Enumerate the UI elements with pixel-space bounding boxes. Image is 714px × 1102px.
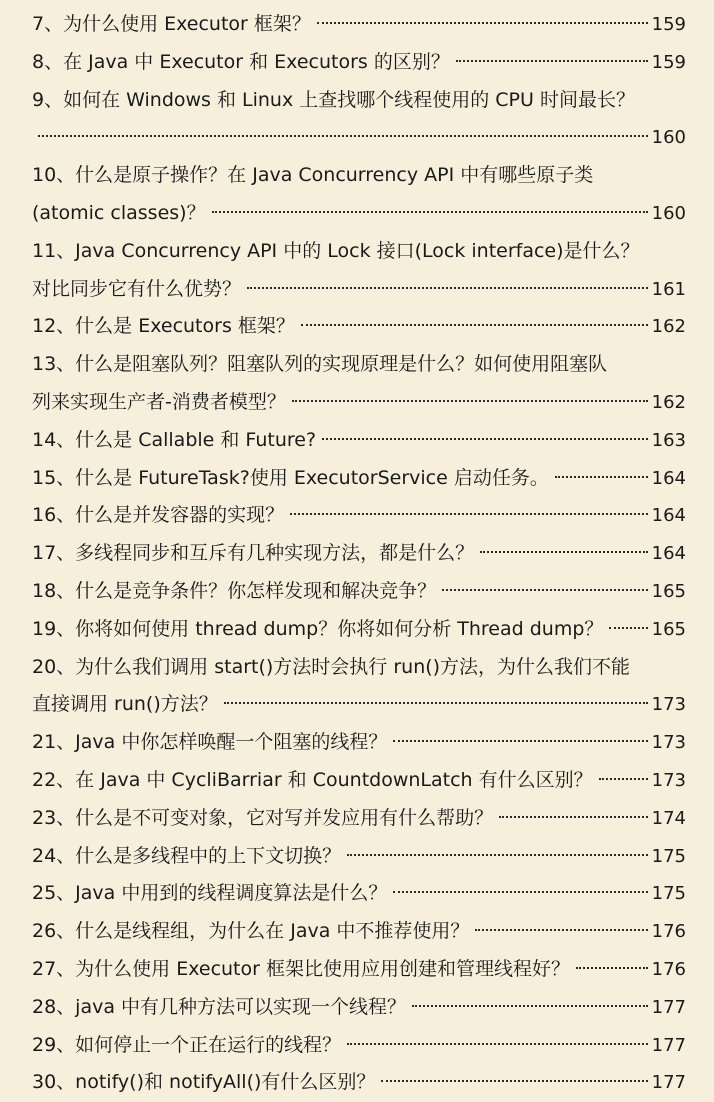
toc-entry-title: 9、如何在 Windows 和 Linux 上查找哪个线程使用的 CPU 时间最长？ bbox=[32, 88, 635, 111]
toc-entry-title: 14、什么是 Callable 和 Future? bbox=[32, 428, 317, 451]
dot-leader bbox=[499, 816, 647, 818]
toc-entry-line bbox=[32, 460, 686, 498]
dot-leader bbox=[442, 589, 647, 591]
toc-entry-line bbox=[32, 724, 686, 762]
toc-entry-line bbox=[32, 989, 686, 1027]
toc-entry-line bbox=[32, 82, 686, 120]
toc-page-number: 176 bbox=[651, 958, 686, 980]
dot-leader bbox=[412, 1005, 648, 1007]
dot-leader bbox=[290, 513, 647, 515]
dot-leader bbox=[347, 854, 647, 856]
toc-entry-line bbox=[32, 762, 686, 800]
toc-entry-title: 21、Java 中你怎样唤醒一个阻塞的线程？ bbox=[32, 731, 388, 754]
toc-entry[interactable] bbox=[32, 233, 686, 309]
toc-page-number: 177 bbox=[651, 1072, 686, 1094]
toc-entry-title: 25、Java 中用到的线程调度算法是什么？ bbox=[32, 882, 388, 905]
toc-entry[interactable] bbox=[32, 346, 686, 422]
toc-entry-line bbox=[32, 44, 686, 82]
toc-entry-title: 27、为什么使用 Executor 框架比使用应用创建和管理线程好？ bbox=[32, 957, 570, 980]
dot-leader bbox=[381, 1080, 647, 1082]
toc-entry-line bbox=[32, 913, 686, 951]
toc-page-number: 173 bbox=[651, 732, 686, 754]
dot-leader bbox=[301, 324, 648, 326]
toc-entry-line bbox=[32, 6, 686, 44]
toc-entry-line bbox=[32, 838, 686, 876]
toc-page-number: 164 bbox=[651, 467, 686, 489]
toc-page-number: 164 bbox=[651, 543, 686, 565]
toc-page-number: 162 bbox=[651, 316, 686, 338]
dot-leader bbox=[224, 702, 648, 704]
toc-entry-title: 8、在 Java 中 Executor 和 Executors 的区别？ bbox=[32, 50, 450, 73]
dot-leader bbox=[212, 211, 648, 213]
toc-entry[interactable] bbox=[32, 724, 686, 762]
toc-entry[interactable] bbox=[32, 611, 686, 649]
toc-page-number: 176 bbox=[651, 921, 686, 943]
dot-leader bbox=[322, 438, 648, 440]
toc-entry-line bbox=[32, 686, 686, 724]
toc-entry-title: 11、Java Concurrency API 中的 Lock 接口(Lock interface)是什么？ bbox=[32, 239, 640, 262]
toc-entry-title: 26、什么是线程组，为什么在 Java 中不推荐使用？ bbox=[32, 920, 470, 943]
toc-page-number: 165 bbox=[651, 580, 686, 602]
toc-entry-title: 7、为什么使用 Executor 框架？ bbox=[32, 13, 311, 35]
toc-entry-line bbox=[32, 422, 686, 460]
dot-leader bbox=[292, 400, 648, 402]
toc-entry-line bbox=[32, 271, 686, 309]
toc-entry-title: 18、什么是竞争条件？你怎样发现和解决竞争？ bbox=[32, 579, 437, 602]
toc-page-number: 165 bbox=[651, 618, 686, 640]
toc-entry-line bbox=[32, 497, 686, 535]
toc-entry-line bbox=[32, 535, 686, 573]
toc-entry-line bbox=[32, 157, 686, 195]
dot-leader bbox=[480, 551, 647, 553]
dot-leader bbox=[247, 287, 648, 289]
toc-entry[interactable] bbox=[32, 762, 686, 800]
toc-entry-title: 13、什么是阻塞队列？阻塞队列的实现原理是什么？如何使用阻塞队 bbox=[32, 353, 608, 376]
toc-entry[interactable] bbox=[32, 875, 686, 913]
toc-page-number: 161 bbox=[651, 278, 686, 300]
toc-entry-title: 20、为什么我们调用 start()方法时会执行 run()方法，为什么我们不能 bbox=[32, 655, 631, 678]
toc-entry[interactable] bbox=[32, 460, 686, 498]
toc-entry-title: (atomic classes)？ bbox=[32, 201, 206, 224]
toc-entry-line bbox=[32, 119, 686, 157]
dot-leader bbox=[347, 1043, 647, 1045]
toc-page-number: 175 bbox=[651, 883, 686, 905]
dot-leader bbox=[576, 967, 648, 969]
dot-leader bbox=[393, 891, 647, 893]
toc-page-number: 160 bbox=[651, 127, 686, 149]
dot-leader bbox=[475, 929, 647, 931]
toc-entry-line bbox=[32, 233, 686, 271]
toc-entry-line bbox=[32, 611, 686, 649]
toc-page-number: 177 bbox=[651, 1034, 686, 1056]
toc-entry-line bbox=[32, 573, 686, 611]
toc-page-number: 177 bbox=[651, 996, 686, 1018]
toc-list bbox=[32, 6, 686, 1102]
dot-leader bbox=[456, 60, 648, 62]
toc-entry-title: 直接调用 run()方法？ bbox=[32, 693, 218, 716]
toc-entry-line bbox=[32, 1027, 686, 1065]
toc-entry[interactable] bbox=[32, 951, 686, 989]
toc-entry-line bbox=[32, 195, 686, 233]
toc-entry-line bbox=[32, 875, 686, 913]
dot-leader bbox=[38, 135, 648, 137]
toc-entry-title: 16、什么是并发容器的实现？ bbox=[32, 504, 285, 527]
toc-entry-title: 28、java 中有几种方法可以实现一个线程？ bbox=[32, 995, 407, 1018]
toc-entry[interactable] bbox=[32, 422, 686, 460]
toc-entry[interactable] bbox=[32, 308, 686, 346]
toc-page-number: 173 bbox=[651, 694, 686, 716]
toc-entry[interactable] bbox=[32, 1027, 686, 1065]
toc-entry[interactable] bbox=[32, 838, 686, 876]
toc-page-number: 173 bbox=[651, 769, 686, 791]
dot-leader bbox=[555, 476, 648, 478]
toc-entry-line bbox=[32, 649, 686, 687]
toc-entry-title: 29、如何停止一个正在运行的线程？ bbox=[32, 1033, 342, 1056]
toc-entry-title: 12、什么是 Executors 框架？ bbox=[32, 315, 295, 338]
toc-page-number: 162 bbox=[651, 391, 686, 413]
dot-leader bbox=[393, 740, 647, 742]
toc-entry[interactable] bbox=[32, 989, 686, 1027]
toc-entry[interactable] bbox=[32, 6, 686, 44]
toc-entry-title: 24、什么是多线程中的上下文切换？ bbox=[32, 844, 342, 867]
toc-page-number: 159 bbox=[651, 51, 686, 73]
toc-entry[interactable] bbox=[32, 913, 686, 951]
toc-entry-line bbox=[32, 384, 686, 422]
toc-page-number: 164 bbox=[651, 505, 686, 527]
toc-entry[interactable] bbox=[32, 497, 686, 535]
toc-entry[interactable] bbox=[32, 649, 686, 725]
toc-entry[interactable] bbox=[32, 573, 686, 611]
toc-entry-title: 10、什么是原子操作？在 Java Concurrency API 中有哪些原子类 bbox=[32, 164, 594, 187]
toc-entry[interactable] bbox=[32, 157, 686, 233]
toc-entry-title: 23、什么是不可变对象，它对写并发应用有什么帮助？ bbox=[32, 806, 494, 829]
toc-entry-line bbox=[32, 800, 686, 838]
dot-leader bbox=[609, 627, 647, 629]
toc-entry[interactable] bbox=[32, 44, 686, 82]
toc-page-number: 159 bbox=[651, 14, 686, 35]
toc-entry[interactable] bbox=[32, 535, 686, 573]
toc-entry-line bbox=[32, 951, 686, 989]
toc-entry-title: 15、什么是 FutureTask?使用 ExecutorService 启动任务。 bbox=[32, 466, 549, 489]
toc-page-number: 175 bbox=[651, 845, 686, 867]
toc-page-number: 160 bbox=[651, 202, 686, 224]
toc-entry[interactable] bbox=[32, 1064, 686, 1102]
toc-entry-line bbox=[32, 308, 686, 346]
toc-entry-title: 对比同步它有什么优势？ bbox=[32, 277, 242, 300]
toc-entry[interactable] bbox=[32, 82, 686, 158]
dot-leader bbox=[317, 22, 648, 24]
toc-entry-title: 22、在 Java 中 CycliBarriar 和 CountdownLatch 有什么区别？ bbox=[32, 768, 593, 791]
toc-entry-line bbox=[32, 1064, 686, 1102]
toc-entry-title: 30、notify()和 notifyAll()有什么区别？ bbox=[32, 1071, 376, 1094]
toc-entry-title: 17、多线程同步和互斥有几种实现方法，都是什么？ bbox=[32, 542, 475, 565]
toc-entry-title: 列来实现生产者-消费者模型？ bbox=[32, 390, 286, 413]
toc-entry[interactable] bbox=[32, 800, 686, 838]
toc-entry-title: 19、你将如何使用 thread dump？你将如何分析 Thread dump？ bbox=[32, 617, 604, 640]
toc-page-number: 163 bbox=[651, 429, 686, 451]
toc-page-number: 174 bbox=[651, 807, 686, 829]
toc-entry-line bbox=[32, 346, 686, 384]
dot-leader bbox=[599, 778, 648, 780]
